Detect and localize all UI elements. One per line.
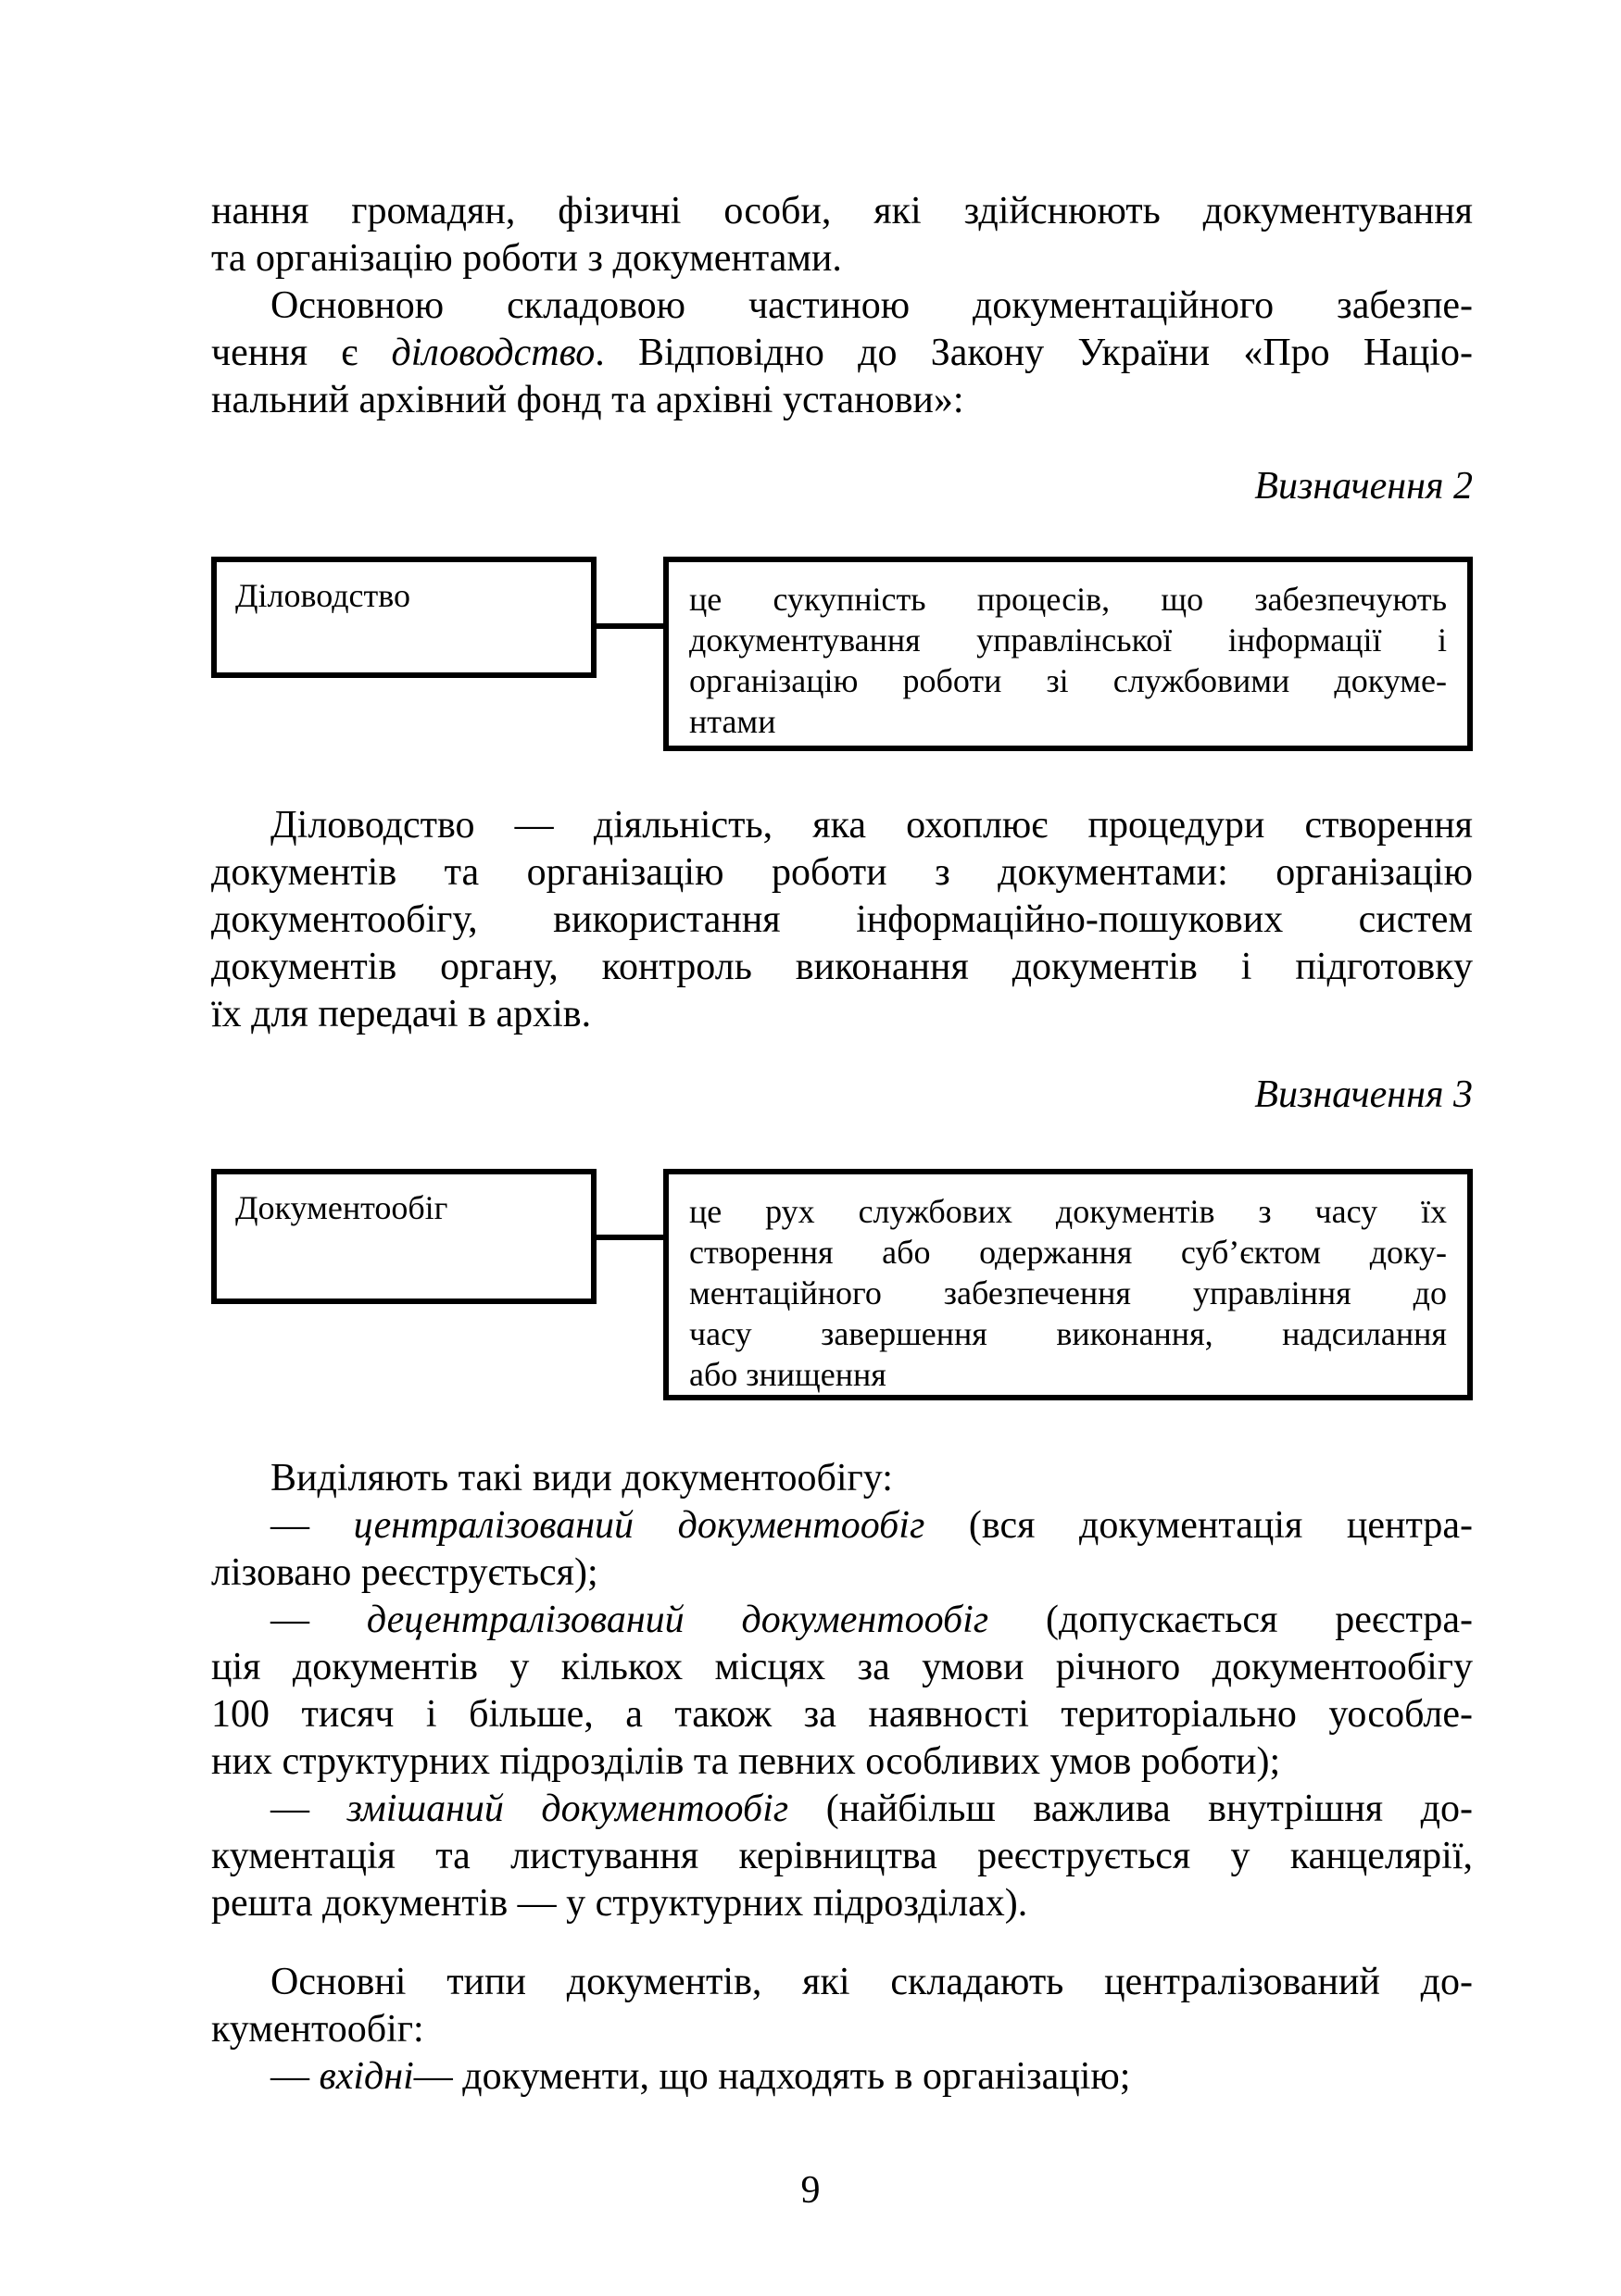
text-segment: 100 тисяч і більше, а також за наявності територіально уособле- [211,1693,1473,1736]
text-line [211,897,1473,944]
text-segment: (вся документація центра- [924,1504,1473,1547]
definition-3-term: Документообіг [235,1189,448,1226]
text-segment: документів та організацію роботи з документами: організацію [211,851,1473,894]
definition-3-connector [597,1235,663,1240]
text-segment: та організацію роботи з документами. [211,237,842,280]
text-line [211,1786,1473,1833]
text-line [211,849,1473,897]
text-segment: Виділяють такі види документообігу: [270,1457,893,1499]
definition-2-connector [597,623,663,629]
text-segment: — [270,1788,347,1830]
definition-text-line: часу завершення виконання, надсилання [689,1315,1447,1352]
text-segment: кументообіг: [211,2008,424,2051]
text-segment: лізовано реєструється); [211,1551,598,1594]
text-line [211,1833,1473,1880]
page-number: 9 [800,2169,821,2212]
italic-term: діловодство [391,332,596,374]
text-line [211,1738,1473,1786]
intro-paragraph [211,188,1473,424]
text-line [211,1959,1473,2006]
text-line [211,282,1473,330]
text-line [211,2053,1473,2101]
definition-text-line: документування управлінської інформації і [689,621,1447,659]
text-segment: нальний архівний фонд та архівні установи»: [211,379,964,421]
text-segment: Основною складовою частиною документаційного забезпе- [270,284,1473,327]
definition-3-label: Визначення 3 [1254,1073,1473,1116]
text-line [211,1691,1473,1738]
text-line [211,330,1473,377]
text-segment: . Відповідно до Закону України «Про Націо- [595,332,1473,374]
definition-2-term-box [211,557,597,678]
text-segment: Основні типи документів, які складають централізований до- [270,1961,1473,2003]
text-segment: (найбільш важлива внутрішня до- [788,1788,1473,1830]
text-line [211,377,1473,424]
document-types-paragraph [211,1959,1473,2101]
definition-2-label: Визначення 2 [1254,465,1473,508]
text-segment: Діловодство — діяльність, яка охоплює процедури створення [270,804,1473,847]
italic-term: змішаний документообіг [346,1788,789,1830]
text-segment: — [270,2055,320,2098]
definition-2-term: Діловодство [235,577,411,614]
text-line [211,188,1473,235]
text-line [211,1455,1473,1502]
text-segment: документообігу, використання інформаційно-пошукових систем [211,898,1473,941]
definition-2-text-box [663,557,1473,751]
text-segment: нання громадян, фізичні особи, які здійснюють документування [211,190,1473,232]
definition-text-line: це рух службових документів з часу їх [689,1193,1447,1230]
text-line [211,991,1473,1038]
diloovodstvo-paragraph [211,802,1473,1038]
text-segment: — [270,1599,367,1641]
text-segment: ція документів у кількох місцях за умови річного документообігу [211,1646,1473,1688]
text-segment: кументація та листування керівництва реєструється у канцелярії, [211,1835,1473,1877]
text-line [211,1549,1473,1597]
text-line [211,235,1473,282]
italic-term: вхідні [319,2055,414,2098]
definition-text-line: ментаційного забезпечення управління до [689,1274,1447,1311]
text-line [211,1880,1473,1927]
text-segment: решта документів — у структурних підрозділах). [211,1882,1028,1925]
document-flow-types-paragraph [211,1455,1473,1927]
definition-3-text-box [663,1169,1473,1400]
text-segment: (допускається реєстра- [988,1599,1473,1641]
definition-text-line: створення або одержання суб’єктом доку- [689,1234,1447,1271]
text-line [211,2006,1473,2053]
text-line [211,1502,1473,1549]
definition-text-line: нтами [689,703,776,740]
text-segment: — [270,1504,354,1547]
text-line [211,1597,1473,1644]
text-line [211,1644,1473,1691]
text-segment: — документи, що надходять в організацію; [413,2055,1131,2098]
text-segment: чення є [211,332,392,374]
text-segment: них структурних підрозділів та певних особливих умов роботи); [211,1740,1281,1783]
definition-text-line: організацію роботи зі службовими докуме- [689,662,1447,699]
text-line [211,944,1473,991]
italic-term: децентралізований документообіг [366,1599,989,1641]
definition-text-line: це сукупність процесів, що забезпечують [689,581,1447,618]
text-line [211,802,1473,849]
text-segment: їх для передачі в архів. [211,993,592,1035]
italic-term: централізований документообіг [353,1504,925,1547]
definition-text-line: або знищення [689,1356,886,1393]
text-segment: документів органу, контроль виконання документів і підготовку [211,946,1473,988]
definition-3-term-box [211,1169,597,1304]
